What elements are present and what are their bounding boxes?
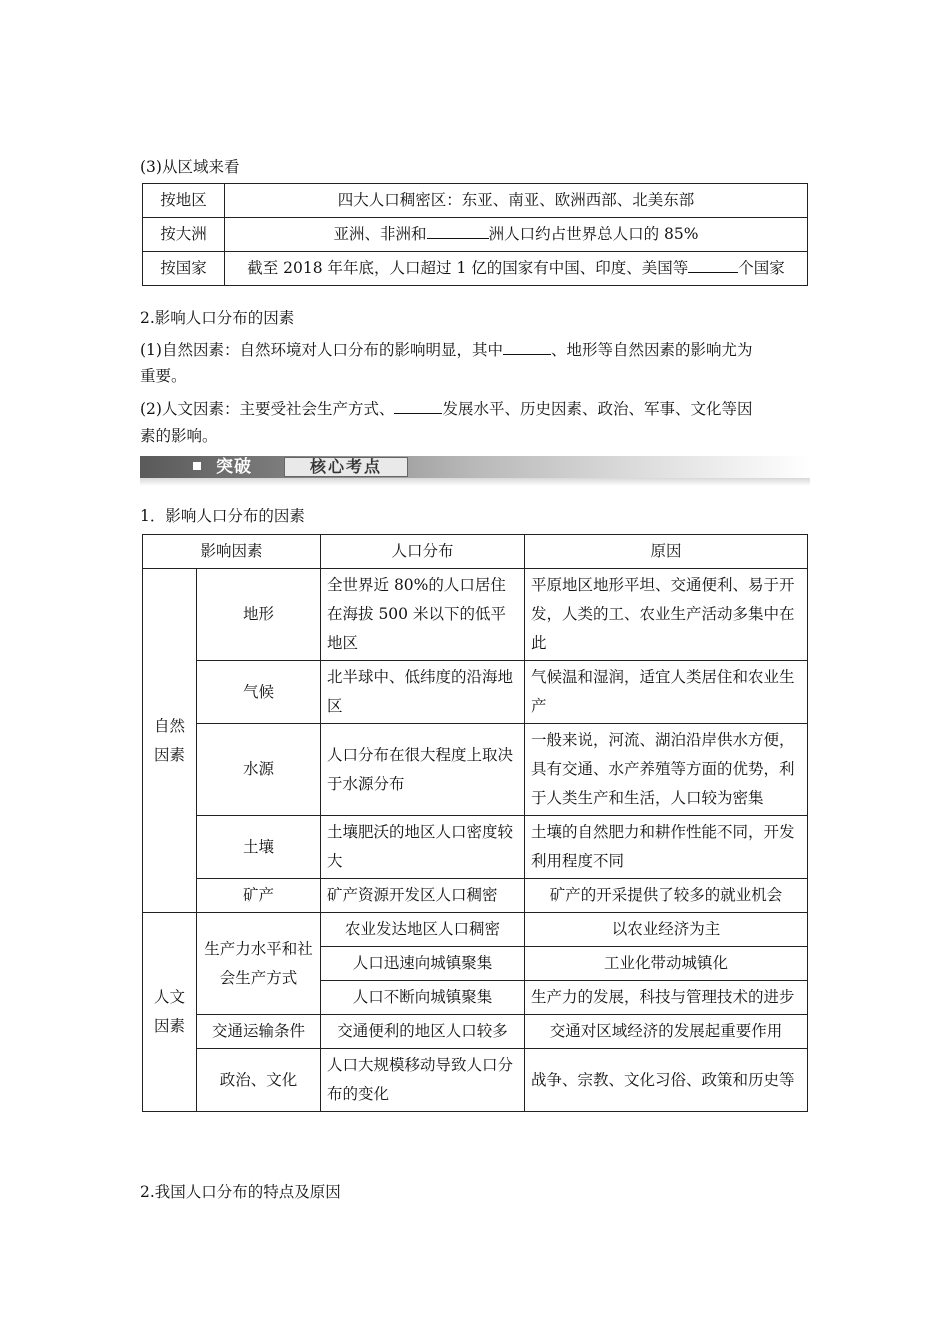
reason-production-2: 工业化带动城镇化 — [525, 947, 808, 981]
reason-minerals: 矿产的开采提供了较多的就业机会 — [525, 879, 808, 913]
region-text: 四大人口稠密区：东亚、南亚、欧洲西部、北美东部 — [225, 184, 808, 218]
table-row — [143, 913, 808, 947]
human-factor-paragraph-cont: 素的影响。 — [140, 427, 218, 445]
factor-production: 生产力水平和社会生产方式 — [197, 913, 321, 1015]
region-label: 按地区 — [143, 184, 225, 218]
fill-blank[interactable] — [394, 397, 442, 414]
dist-production-2: 人口迅速向城镇聚集 — [321, 947, 525, 981]
banner-breakthrough: 突破 — [216, 457, 252, 477]
natural-factor-paragraph-cont: 重要。 — [140, 367, 187, 385]
dist-production-3: 人口不断向城镇聚集 — [321, 981, 525, 1015]
table-row — [143, 724, 808, 816]
reason-soil: 土壤的自然肥力和耕作性能不同，开发利用程度不同 — [525, 816, 808, 879]
table-row — [143, 1049, 808, 1112]
factors-table — [142, 534, 808, 1112]
reason-climate: 气候温和湿润，适宜人类居住和农业生产 — [525, 661, 808, 724]
factors-heading: 2.影响人口分布的因素 — [140, 309, 295, 327]
factor-minerals: 矿产 — [197, 879, 321, 913]
reason-water: 一般来说，河流、湖泊沿岸供水方便，具有交通、水产养殖等方面的优势，利于人类生产和生活，人口较为密集 — [525, 724, 808, 816]
dist-transport: 交通便利的地区人口较多 — [321, 1015, 525, 1049]
reason-terrain: 平原地区地形平坦、交通便利、易于开发，人类的工、农业生产活动多集中在此 — [525, 569, 808, 661]
dist-minerals: 矿产资源开发区人口稠密 — [321, 879, 525, 913]
factor-transport: 交通运输条件 — [197, 1015, 321, 1049]
table-row — [143, 218, 808, 252]
table-row — [143, 252, 808, 286]
region-heading: (3)从区域来看 — [140, 158, 240, 176]
continent-text: 亚洲、非洲和 洲人口约占世界总人口的 85% — [225, 218, 808, 252]
factor-soil: 土壤 — [197, 816, 321, 879]
country-label: 按国家 — [143, 252, 225, 286]
dist-water: 人口分布在很大程度上取决于水源分布 — [321, 724, 525, 816]
reason-transport: 交通对区域经济的发展起重要作用 — [525, 1015, 808, 1049]
table-row — [143, 1015, 808, 1049]
country-text: 截至 2018 年年底，人口超过 1 亿的国家有中国、印度、美国等 个国家 — [225, 252, 808, 286]
reason-politics: 战争、宗教、文化习俗、政策和历史等 — [525, 1049, 808, 1112]
table-row — [143, 569, 808, 661]
table-row — [143, 661, 808, 724]
square-bullet-icon — [193, 462, 201, 470]
human-group-label: 人文 因素 — [143, 913, 197, 1112]
factors-table-heading: 1．影响人口分布的因素 — [140, 507, 305, 525]
dist-politics: 人口大规模移动导致人口分布的变化 — [321, 1049, 525, 1112]
dist-production-1: 农业发达地区人口稠密 — [321, 913, 525, 947]
factor-terrain: 地形 — [197, 569, 321, 661]
dist-terrain: 全世界近 80%的人口居住在海拔 500 米以下的低平地区 — [321, 569, 525, 661]
continent-label: 按大洲 — [143, 218, 225, 252]
fill-blank[interactable] — [688, 256, 738, 273]
section-banner — [140, 456, 810, 478]
factor-politics: 政治、文化 — [197, 1049, 321, 1112]
dist-climate: 北半球中、低纬度的沿海地区 — [321, 661, 525, 724]
table-row — [143, 879, 808, 913]
header-factor: 影响因素 — [143, 535, 321, 569]
table-row — [143, 816, 808, 879]
natural-factor-paragraph: (1)自然因素：自然环境对人口分布的影响明显，其中 、地形等自然因素的影响尤为 — [140, 338, 752, 360]
china-heading: 2.我国人口分布的特点及原因 — [140, 1183, 341, 1201]
factor-water: 水源 — [197, 724, 321, 816]
header-reason: 原因 — [525, 535, 808, 569]
human-factor-paragraph: (2)人文因素：主要受社会生产方式、 发展水平、历史因素、政治、军事、文化等因 — [140, 397, 752, 419]
reason-production-1: 以农业经济为主 — [525, 913, 808, 947]
natural-group-label: 自然 因素 — [143, 569, 197, 913]
table-row — [143, 184, 808, 218]
table-header-row — [143, 535, 808, 569]
header-distribution: 人口分布 — [321, 535, 525, 569]
factor-climate: 气候 — [197, 661, 321, 724]
reason-production-3: 生产力的发展，科技与管理技术的进步 — [525, 981, 808, 1015]
banner-shadow — [140, 478, 810, 486]
fill-blank[interactable] — [427, 222, 489, 239]
region-table — [142, 183, 808, 286]
banner-core-points: 核心考点 — [284, 457, 408, 477]
dist-soil: 土壤肥沃的地区人口密度较大 — [321, 816, 525, 879]
fill-blank[interactable] — [503, 338, 551, 355]
